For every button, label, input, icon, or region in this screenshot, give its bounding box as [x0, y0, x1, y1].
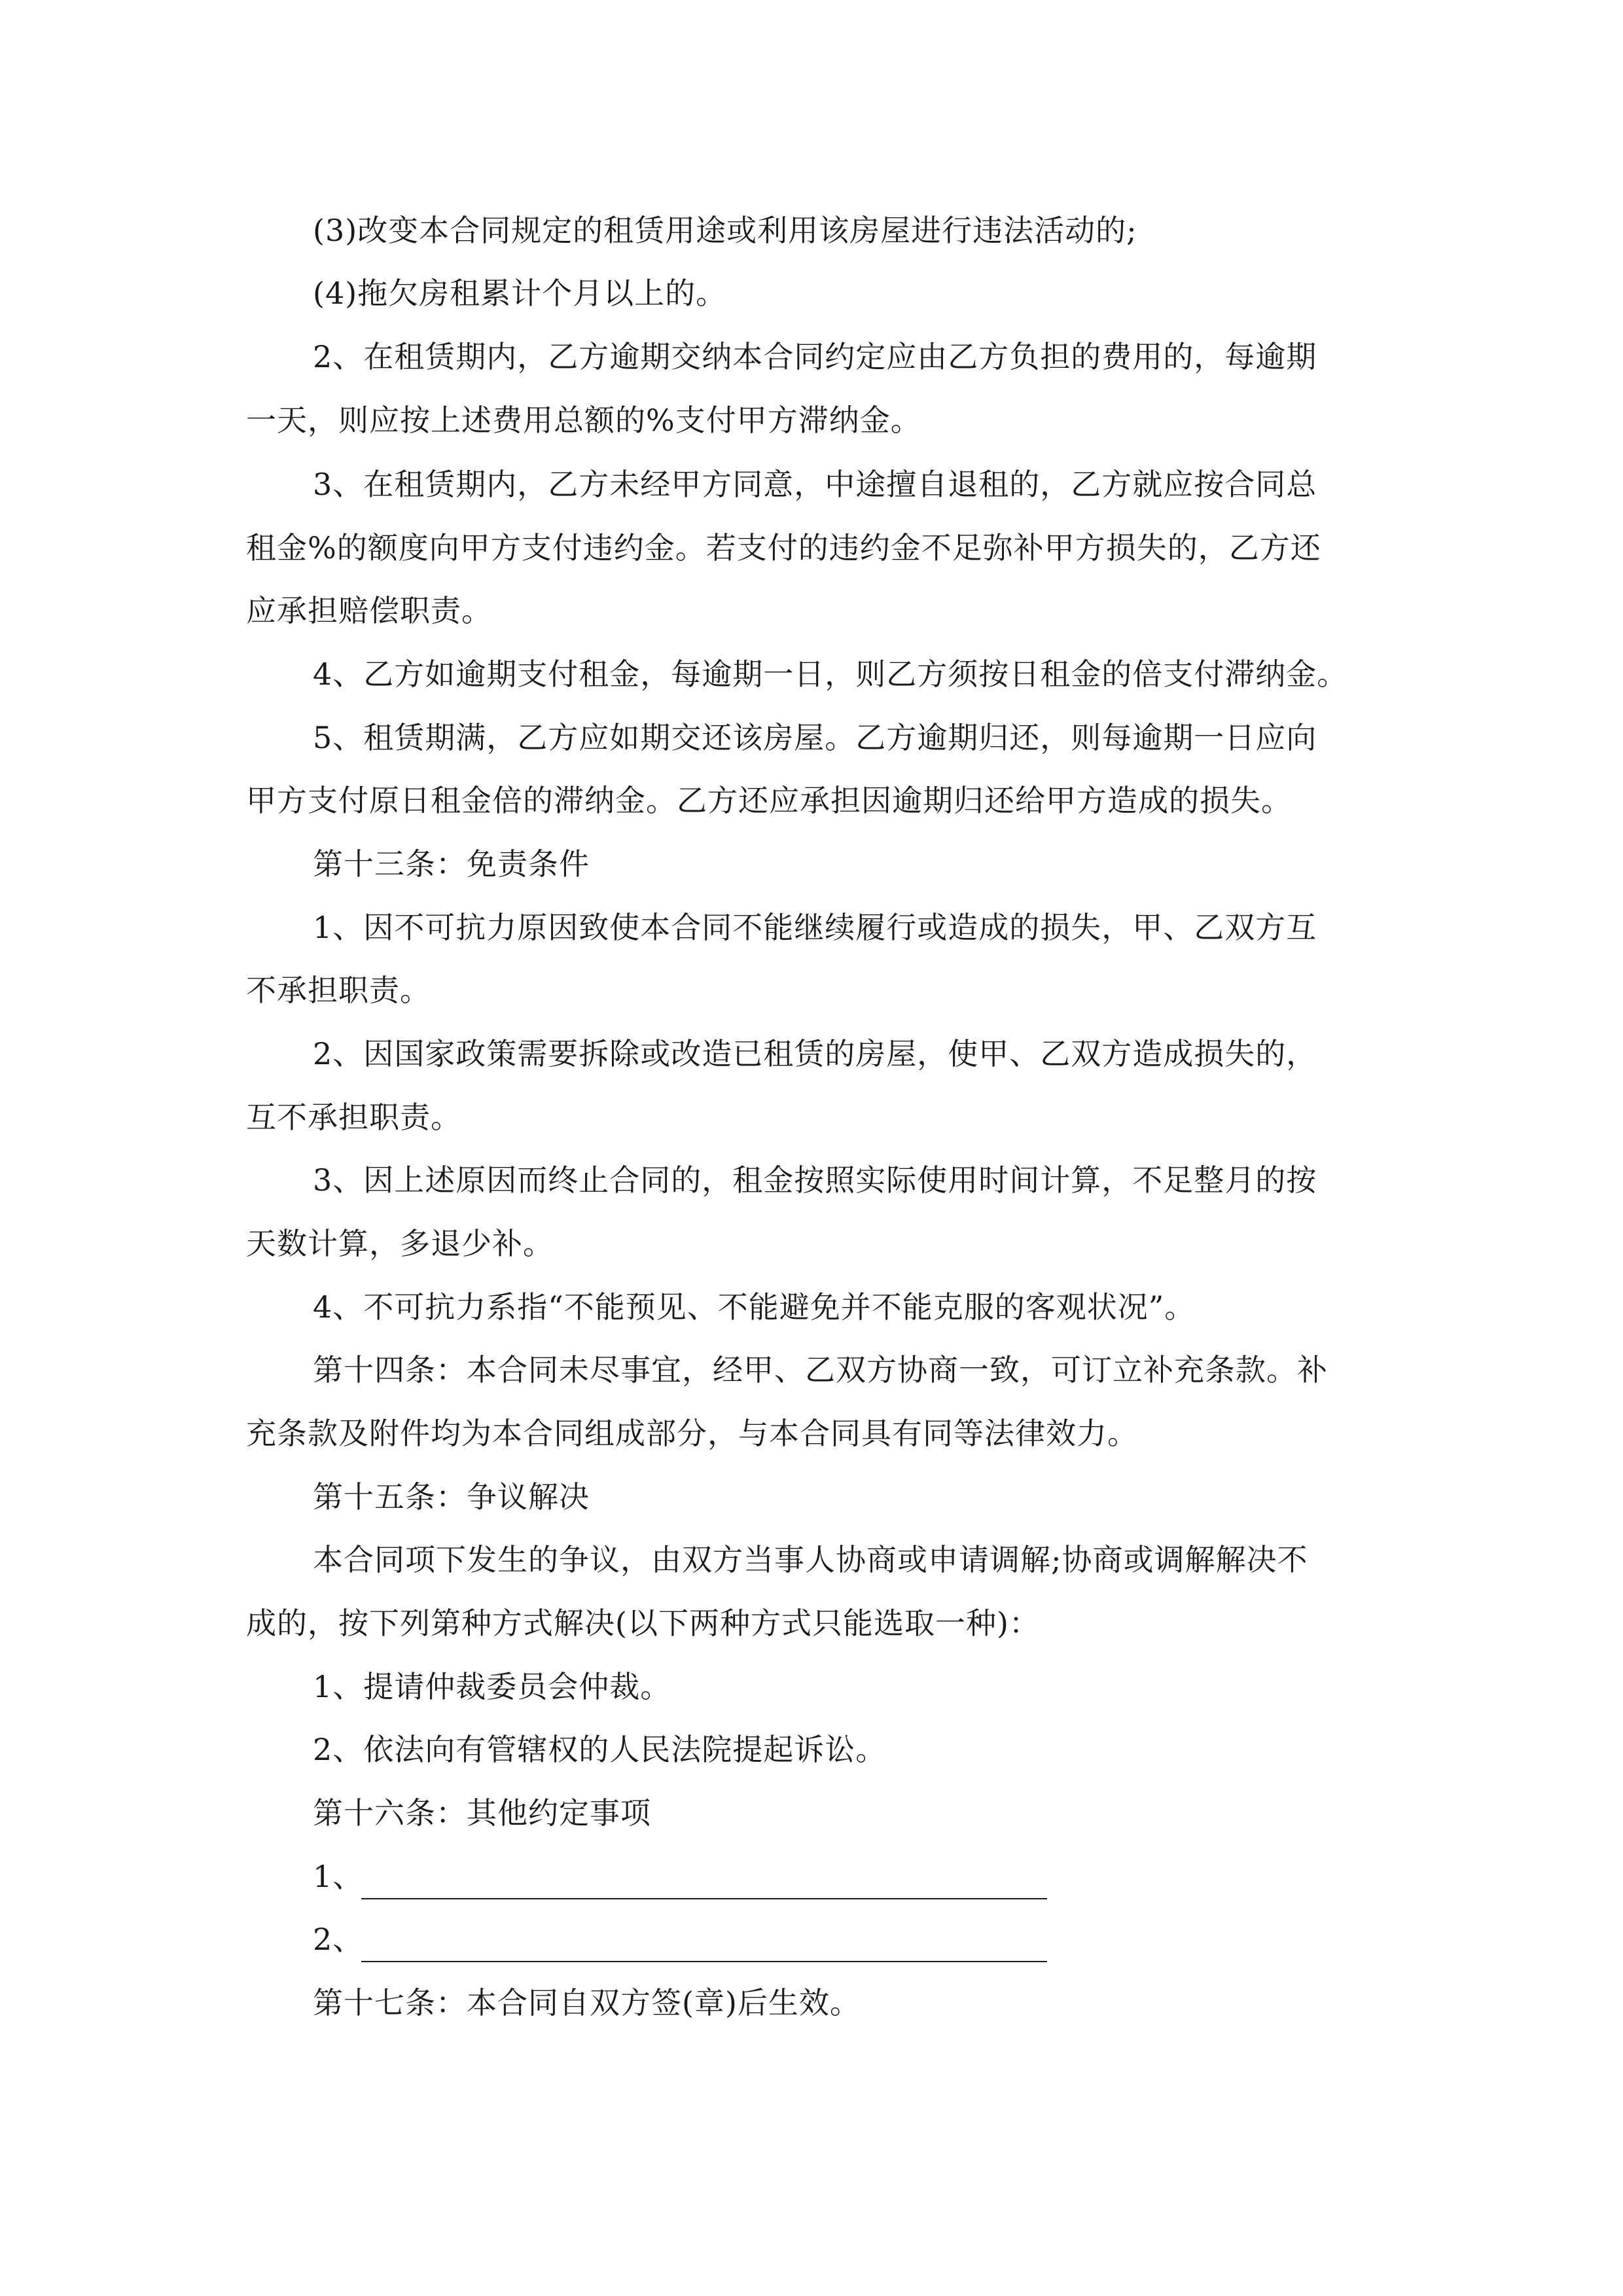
- paragraph-5-line-1: 5、租赁期满，乙方应如期交还该房屋。乙方逾期归还，则每逾期一日应向: [313, 720, 1317, 755]
- paragraph-3-line-1: 3、在租赁期内，乙方未经甲方同意，中途擅自退租的，乙方就应按合同总: [313, 467, 1317, 502]
- clause-item-3: (3)改变本合同规定的租赁用途或利用该房屋进行违法活动的;: [313, 213, 1137, 248]
- article-13-item-1-line-2: 不承担职责。: [246, 973, 431, 1008]
- paragraph-2-line-1: 2、在租赁期内，乙方逾期交纳本合同约定应由乙方负担的费用的，每逾期: [313, 339, 1317, 374]
- article-16-item-1-number: 1、: [313, 1859, 364, 1894]
- paragraph-3-line-2: 租金%的额度向甲方支付违约金。若支付的违约金不足弥补甲方损失的，乙方还: [246, 530, 1321, 565]
- article-13-item-3-line-1: 3、因上述原因而终止合同的，租金按照实际使用时间计算，不足整月的按: [313, 1162, 1317, 1198]
- article-13-item-2-line-2: 互不承担职责。: [246, 1100, 461, 1135]
- article-13-item-3-line-2: 天数计算，多退少补。: [246, 1226, 554, 1261]
- paragraph-2-line-2: 一天，则应按上述费用总额的%支付甲方滞纳金。: [246, 403, 921, 438]
- paragraph-3-line-3: 应承担赔偿职责。: [246, 593, 492, 628]
- article-15-body-line-2: 成的，按下列第种方式解决(以下两种方式只能选取一种)：: [246, 1605, 1040, 1641]
- article-13-item-2-line-1: 2、因国家政策需要拆除或改造已租赁的房屋，使甲、乙双方造成损失的，: [313, 1036, 1317, 1071]
- article-15-heading: 第十五条：争议解决: [313, 1479, 590, 1515]
- article-13-item-1-line-1: 1、因不可抗力原因致使本合同不能继续履行或造成的损失，甲、乙双方互: [313, 910, 1317, 945]
- clause-item-4: (4)拖欠房租累计个月以上的。: [313, 276, 727, 311]
- article-16-item-1-blank-line: [361, 1898, 1047, 1899]
- article-13-item-4: 4、不可抗力系指“不能预见、不能避免并不能克服的客观状况”。: [313, 1289, 1196, 1325]
- paragraph-5-line-2: 甲方支付原日租金倍的滞纳金。乙方还应承担因逾期归还给甲方造成的损失。: [246, 783, 1292, 818]
- article-14-line-2: 充条款及附件均为本合同组成部分，与本合同具有同等法律效力。: [246, 1416, 1138, 1451]
- article-16-heading: 第十六条：其他约定事项: [313, 1795, 651, 1831]
- article-16-item-2-number: 2、: [313, 1922, 364, 1957]
- article-15-option-1: 1、提请仲裁委员会仲裁。: [313, 1669, 671, 1704]
- article-15-option-2: 2、依法向有管辖权的人民法院提起诉讼。: [313, 1732, 887, 1767]
- article-14-line-1: 第十四条：本合同未尽事宜，经甲、乙双方协商一致，可订立补充条款。补: [313, 1352, 1328, 1388]
- article-16-item-2-blank-line: [361, 1961, 1047, 1962]
- article-15-body-line-1: 本合同项下发生的争议，由双方当事人协商或申请调解;协商或调解解决不: [313, 1542, 1308, 1577]
- article-17-line: 第十七条：本合同自双方签(章)后生效。: [313, 1985, 861, 2020]
- article-13-heading: 第十三条：免责条件: [313, 846, 590, 882]
- paragraph-4-line-1: 4、乙方如逾期支付租金，每逾期一日，则乙方须按日租金的倍支付滞纳金。: [313, 656, 1348, 692]
